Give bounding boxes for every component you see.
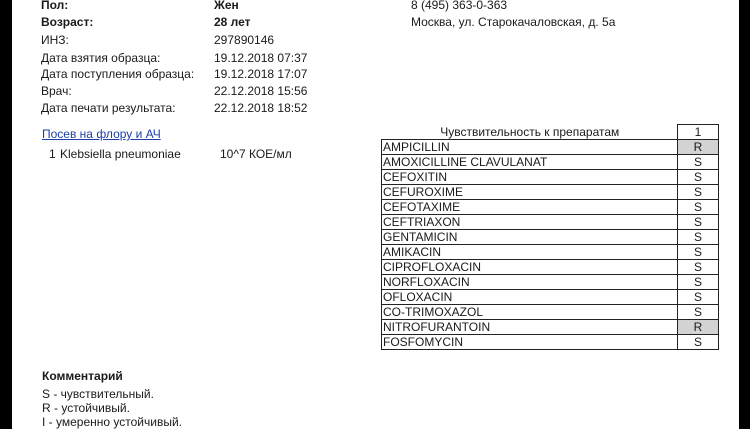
sex-value: Жен (214, 0, 239, 12)
drug-name: CO-TRIMOXAZOL (382, 305, 678, 320)
drug-name: AMIKACIN (382, 245, 678, 260)
sample-received-label: Дата поступления образца: (41, 67, 195, 81)
drug-result: R (678, 140, 719, 155)
sensitivity-row (382, 320, 719, 335)
sensitivity-row (382, 260, 719, 275)
inz-label: ИНЗ: (41, 33, 69, 47)
sensitivity-row (382, 245, 719, 260)
drug-name: CEFOTAXIME (382, 200, 678, 215)
sensitivity-row (382, 230, 719, 245)
drug-name: AMPICILLIN (382, 140, 678, 155)
print-date-label: Дата печати результата: (41, 101, 176, 115)
lab-report-page (12, 0, 739, 429)
sensitivity-table (381, 124, 719, 350)
sample-taken-label: Дата взятия образца: (41, 51, 161, 65)
drug-name: CEFOXITIN (382, 170, 678, 185)
drug-name: CIPROFLOXACIN (382, 260, 678, 275)
drug-name: NITROFURANTOIN (382, 320, 678, 335)
drug-result: S (678, 170, 719, 185)
age-label: Возраст: (41, 15, 94, 29)
drug-result: R (678, 320, 719, 335)
culture-link[interactable]: Посев на флору и АЧ (42, 127, 161, 141)
sex-label: Пол: (41, 0, 69, 12)
print-date-value: 22.12.2018 18:52 (214, 101, 308, 115)
lab-address: Москва, ул. Старокачаловская, д. 5а (411, 15, 616, 29)
drug-result: S (678, 230, 719, 245)
comment-line: R - устойчивый. (42, 401, 130, 415)
sensitivity-row (382, 305, 719, 320)
drug-name: CEFUROXIME (382, 185, 678, 200)
drug-name: AMOXICILLINE CLAVULANAT (382, 155, 678, 170)
drug-result: S (678, 200, 719, 215)
sensitivity-header: Чувствительность к препаратам (440, 124, 620, 139)
doctor-value: 22.12.2018 15:56 (214, 84, 308, 98)
age-value: 28 лет (214, 15, 251, 29)
drug-name: NORFLOXACIN (382, 275, 678, 290)
sensitivity-row (382, 275, 719, 290)
drug-result: S (678, 335, 719, 350)
comment-title: Комментарий (42, 369, 123, 383)
sensitivity-row (382, 215, 719, 230)
sensitivity-table-body (382, 125, 719, 350)
sensitivity-row (382, 140, 719, 155)
comment-line: I - умеренно устойчивый. (42, 415, 182, 429)
sensitivity-row (382, 170, 719, 185)
drug-result: S (678, 185, 719, 200)
drug-result: S (678, 290, 719, 305)
culture-item-num: 1 (49, 147, 56, 161)
drug-name: GENTAMICIN (382, 230, 678, 245)
drug-result: S (678, 245, 719, 260)
drug-name: CEFTRIAXON (382, 215, 678, 230)
sensitivity-row (382, 335, 719, 350)
drug-result: S (678, 275, 719, 290)
drug-result: S (678, 215, 719, 230)
drug-name: OFLOXACIN (382, 290, 678, 305)
sample-taken-value: 19.12.2018 07:37 (214, 51, 308, 65)
sample-received-value: 19.12.2018 17:07 (214, 67, 308, 81)
drug-result: S (678, 155, 719, 170)
sensitivity-row (382, 155, 719, 170)
comment-line: S - чувствительный. (42, 387, 154, 401)
sensitivity-row (382, 185, 719, 200)
drug-name: FOSFOMYCIN (382, 335, 678, 350)
drug-result: S (678, 260, 719, 275)
culture-count: 10^7 КОЕ/мл (220, 147, 292, 161)
doctor-label: Врач: (41, 84, 72, 98)
sensitivity-header-row (382, 125, 719, 140)
drug-result: S (678, 305, 719, 320)
inz-value: 297890146 (214, 33, 275, 47)
sensitivity-column-header: 1 (678, 125, 719, 140)
lab-phone: 8 (495) 363-0-363 (411, 0, 508, 12)
culture-organism: Klebsiella pneumoniae (60, 147, 181, 161)
sensitivity-row (382, 200, 719, 215)
sensitivity-row (382, 290, 719, 305)
